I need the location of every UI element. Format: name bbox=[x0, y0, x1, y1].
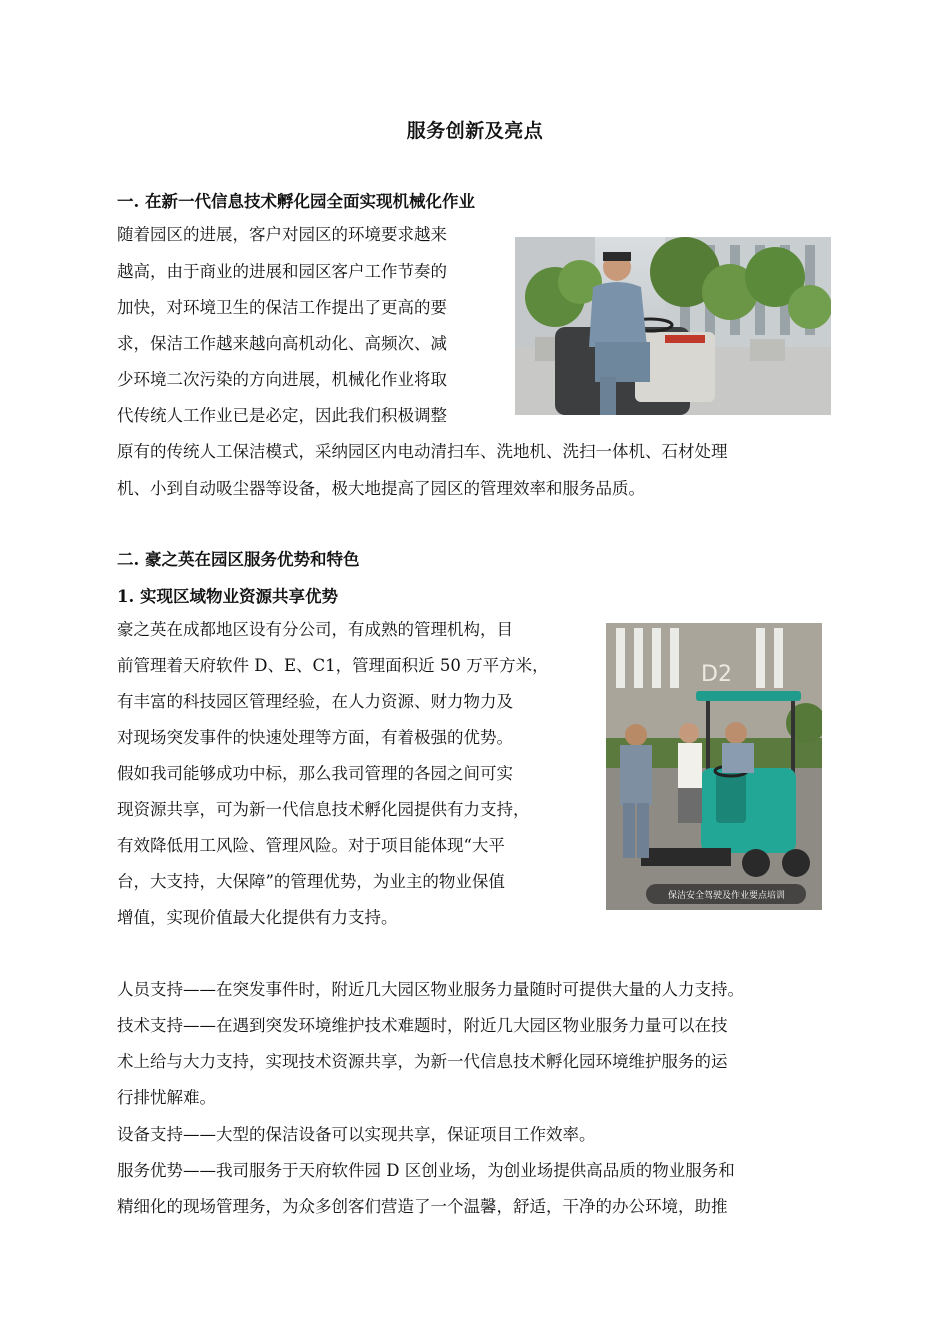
paragraph-line: 加快，对环境卫生的保洁工作提出了更高的要 bbox=[117, 298, 447, 317]
paragraph-line: 台，大支持，大保障”的管理优势，为业主的物业保值 bbox=[117, 872, 505, 891]
support-line: 设备支持——大型的保洁设备可以实现共享，保证项目工作效率。 bbox=[117, 1125, 596, 1144]
support-line: 技术支持——在遇到突发环境维护技术难题时，附近几大园区物业服务力量可以在技 bbox=[117, 1016, 728, 1035]
support-line: 行排忧解难。 bbox=[117, 1088, 216, 1107]
paragraph-line: 现资源共享，可为新一代信息技术孵化园提供有力支持， bbox=[117, 800, 530, 819]
paragraph-line: 求，保洁工作越来越向高机动化、高频次、减 bbox=[117, 334, 447, 353]
building-sign: D2 bbox=[701, 662, 732, 687]
section-1-heading: 一. 在新一代信息技术孵化园全面实现机械化作业 bbox=[117, 192, 475, 211]
subsection-1-heading: 1. 实现区域物业资源共享优势 bbox=[117, 587, 338, 606]
paragraph-line: 越高，由于商业的进展和园区客户工作节奏的 bbox=[117, 262, 447, 281]
paragraph-line: 少环境二次污染的方向进展，机械化作业将取 bbox=[117, 370, 447, 389]
support-line: 人员支持——在突发事件时，附近几大园区物业服务力量随时可提供大量的人力支持。 bbox=[117, 980, 744, 999]
sweeper-photo bbox=[515, 237, 831, 415]
training-photo bbox=[606, 623, 822, 910]
paragraph-line: 前管理着天府软件 D、E、C1，管理面积近 50 万平方米， bbox=[117, 656, 549, 675]
paragraph-line: 对现场突发事件的快速处理等方面，有着极强的优势。 bbox=[117, 728, 513, 747]
paragraph-line: 原有的传统人工保洁模式，采纳园区内电动清扫车、洗地机、洗扫一体机、石材处理 bbox=[117, 442, 728, 461]
section-2-heading: 二. 豪之英在园区服务优势和特色 bbox=[117, 550, 360, 569]
support-line: 术上给与大力支持，实现技术资源共享，为新一代信息技术孵化园环境维护服务的运 bbox=[117, 1052, 728, 1071]
paragraph-line: 假如我司能够成功中标，那么我司管理的各园之间可实 bbox=[117, 764, 513, 783]
support-line: 精细化的现场管理务，为众多创客们营造了一个温馨，舒适，干净的办公环境，助推 bbox=[117, 1197, 728, 1216]
paragraph-line: 随着园区的进展，客户对园区的环境要求越来 bbox=[117, 225, 447, 244]
paragraph-line: 豪之英在成都地区设有分公司，有成熟的管理机构，目 bbox=[117, 620, 513, 639]
support-line: 服务优势——我司服务于天府软件园 D 区创业场，为创业场提供高品质的物业服务和 bbox=[117, 1161, 735, 1180]
paragraph-line: 有效降低用工风险、管理风险。对于项目能体现“大平 bbox=[117, 836, 505, 855]
paragraph-line: 代传统人工作业已是必定，因此我们积极调整 bbox=[117, 406, 447, 425]
photo-caption: 保洁安全驾驶及作业要点培训 bbox=[668, 891, 786, 901]
page-title: 服务创新及亮点 bbox=[406, 120, 544, 142]
paragraph-line: 机、小到自动吸尘器等设备，极大地提高了园区的管理效率和服务品质。 bbox=[117, 479, 645, 498]
paragraph-line: 有丰富的科技园区管理经验，在人力资源、财力物力及 bbox=[117, 692, 513, 711]
paragraph-line: 增值，实现价值最大化提供有力支持。 bbox=[117, 908, 398, 927]
